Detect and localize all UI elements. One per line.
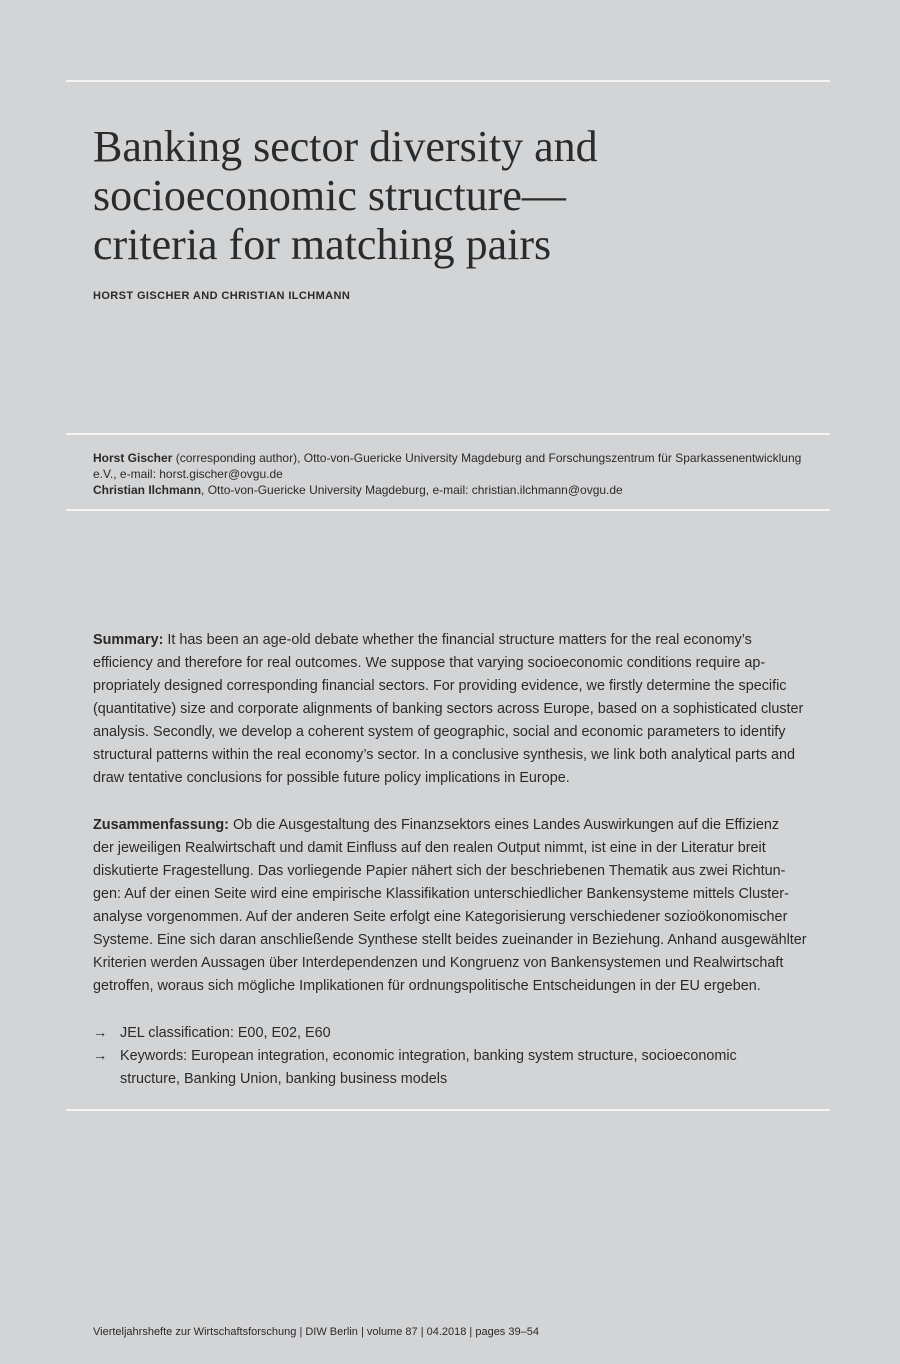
summary-label: Summary: — [93, 632, 164, 648]
author-byline: HORST GISCHER AND CHRISTIAN ILCHMANN — [93, 290, 351, 302]
zusammenfassung-label: Zusammenfassung: — [93, 817, 229, 833]
zusammenfassung-paragraph — [93, 814, 808, 998]
summary-line: structural patterns within the real economy’s sector. In a conclusive synthesis, we link both analytical parts and — [93, 747, 796, 763]
affiliation-bottom-rule — [66, 509, 830, 511]
article-title — [93, 122, 793, 269]
jel-classification: JEL classification: E00, E02, E60 — [120, 1025, 331, 1041]
keywords-line: Keywords: European integration, economic integration, banking system structure, socioeconomic — [120, 1048, 737, 1064]
author2-affiliation: , Otto-von-Guericke University Magdeburg, e-mail: christian.ilchmann@ovgu.de — [201, 483, 623, 497]
keywords-line: structure, Banking Union, banking business models — [120, 1071, 448, 1087]
title-line: socioeconomic structure— — [93, 171, 566, 220]
author1-affiliation: (corresponding author), Otto-von-Guericke University Magdeburg and Forschungszentrum für Sparkassenentwicklung — [172, 451, 802, 465]
zusammenfassung-line: Systeme. Eine sich daran anschließende Synthese stellt beides zueinander in Beziehung. Anhand ausgewählter — [93, 932, 807, 948]
arrow-right-icon: → — [93, 1048, 108, 1064]
summary-paragraph — [93, 629, 808, 790]
affiliation-line — [93, 482, 813, 498]
affiliation-top-rule — [66, 433, 830, 435]
summary-line: efficiency and therefore for real outcomes. We suppose that varying socioeconomic conditions require ap- — [93, 655, 766, 671]
summary-line: (quantitative) size and corporate alignments of banking sectors across Europe, based on a sophisticated cluster — [93, 701, 804, 717]
author1-name: Horst Gischer — [93, 451, 173, 465]
zusammenfassung-line: diskutierte Fragestellung. Das vorliegende Papier nähert sich der beschriebenen Thematik aus zwei Richtun- — [93, 863, 786, 879]
summary-text: It has been an age-old debate whether the financial structure matters for the real economy’s — [163, 632, 752, 648]
summary-line: analysis. Secondly, we develop a coherent system of geographic, social and economic parameters to identify — [93, 724, 786, 740]
affiliation-line: e.V., e-mail: horst.gischer@ovgu.de — [93, 467, 283, 481]
author2-name: Christian Ilchmann — [93, 483, 202, 497]
affiliations — [93, 450, 813, 498]
summary-line: propriately designed corresponding financial sectors. For providing evidence, we firstly determine the specific — [93, 678, 787, 694]
keywords-item — [93, 1045, 808, 1091]
arrow-right-icon: → — [93, 1025, 108, 1041]
classification-list — [93, 1022, 808, 1091]
top-rule — [66, 80, 830, 82]
zusammenfassung-line — [93, 814, 808, 837]
jel-item — [93, 1022, 808, 1045]
zusammenfassung-line: Kriterien werden Aussagen über Interdependenzen und Kongruenz von Bankensystemen und Realwirtschaft — [93, 955, 784, 971]
zusammenfassung-line: getroffen, woraus sich mögliche Implikationen für ordnungspolitische Entscheidungen in der EU ergeben. — [93, 978, 761, 994]
zusammenfassung-line: analyse vorgenommen. Auf der anderen Seite erfolgt eine Kategorisierung verschiedener sozioökonomischer — [93, 909, 788, 925]
summary-line — [93, 629, 808, 652]
bottom-rule — [66, 1109, 830, 1111]
journal-footer: Vierteljahrshefte zur Wirtschaftsforschung | DIW Berlin | volume 87 | 04.2018 | pages 39–54 — [93, 1326, 539, 1338]
zusammenfassung-line: gen: Auf der einen Seite wird eine empirische Klassifikation unterschiedlicher Bankensysteme mittels Cluster- — [93, 886, 789, 902]
affiliation-line — [93, 450, 813, 466]
summary-line: draw tentative conclusions for possible future policy implications in Europe. — [93, 770, 570, 786]
zusammenfassung-text: Ob die Ausgestaltung des Finanzsektors eines Landes Auswirkungen auf die Effizienz — [228, 817, 780, 833]
title-line: criteria for matching pairs — [93, 220, 552, 269]
zusammenfassung-line: der jeweiligen Realwirtschaft und damit Einfluss auf den realen Output nimmt, ist eine in der Literatur breit — [93, 840, 766, 856]
title-line: Banking sector diversity and — [93, 122, 598, 171]
